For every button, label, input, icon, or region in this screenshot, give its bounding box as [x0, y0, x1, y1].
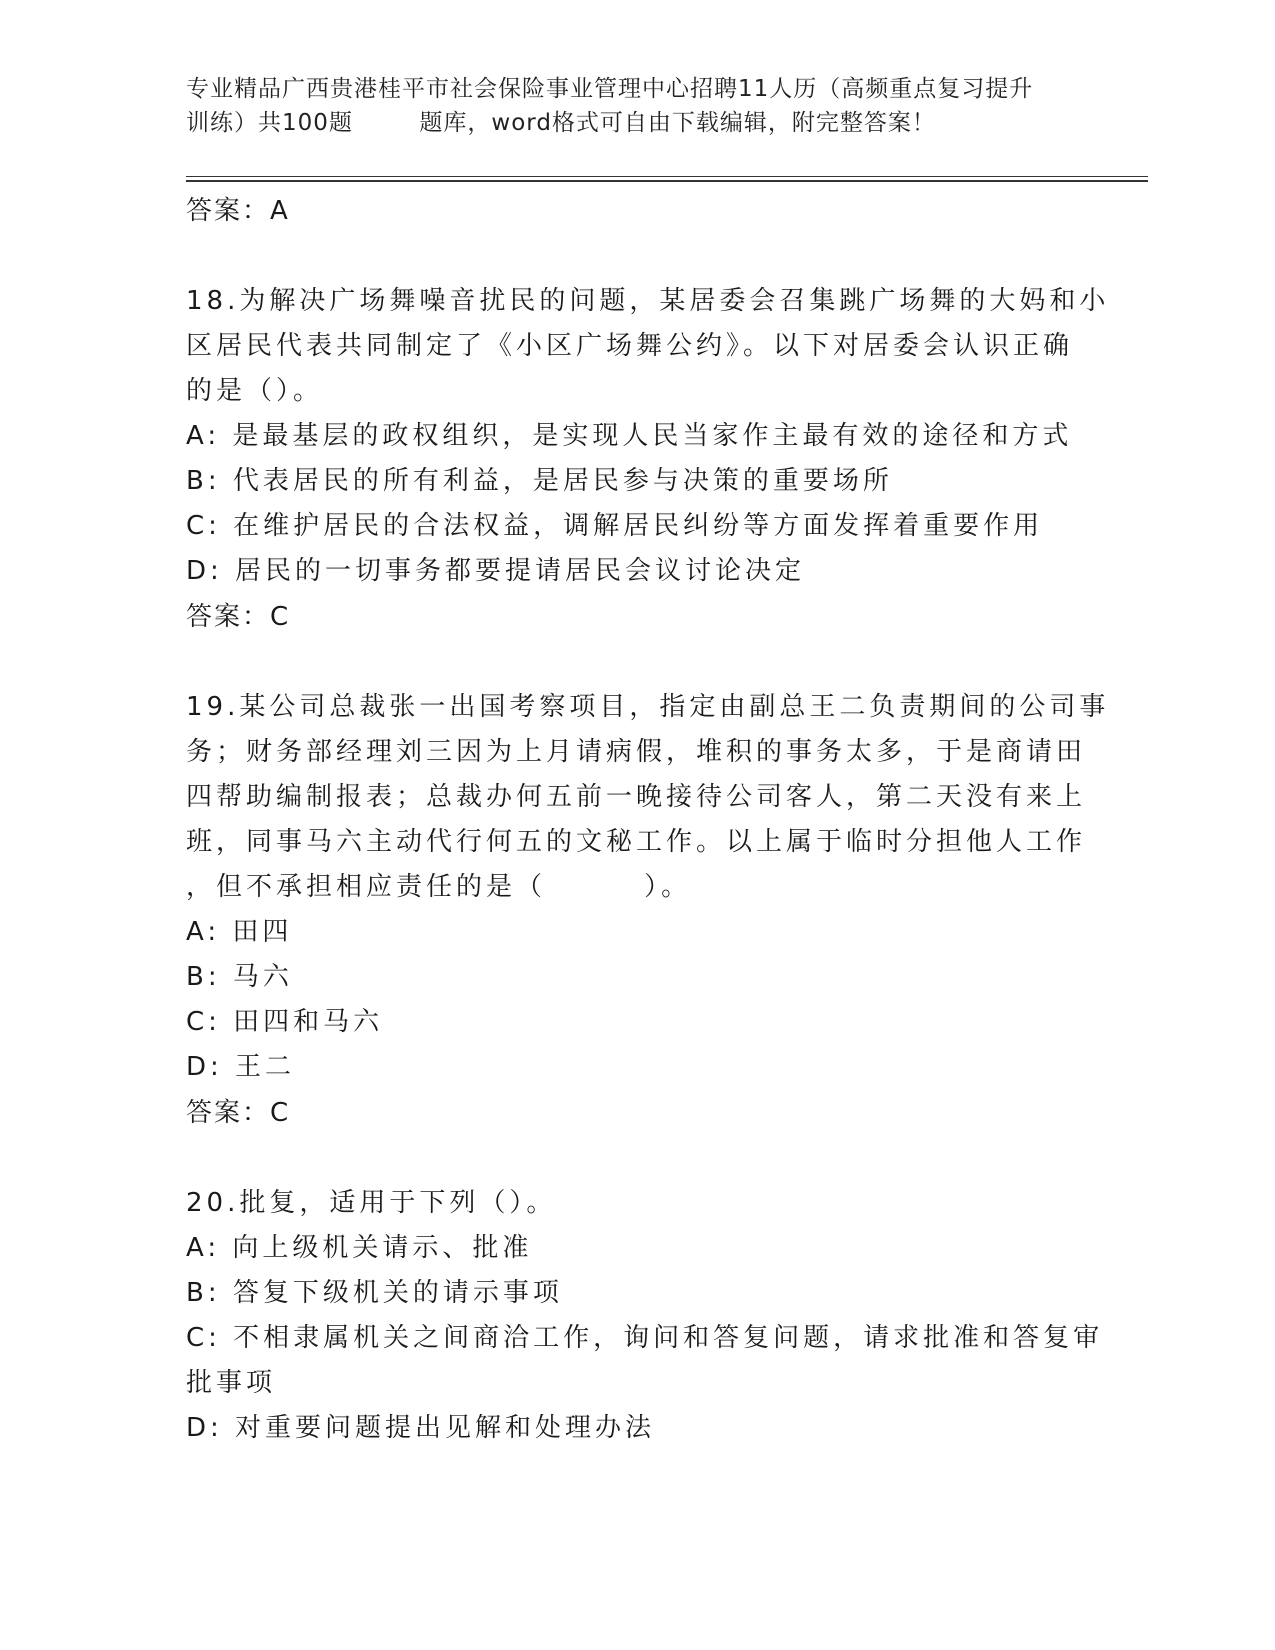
option-c-continued: 批事项 — [186, 1368, 277, 1398]
option-d: D: 居民的一切事务都要提请居民会议讨论决定 — [186, 556, 806, 586]
question-18 — [186, 279, 1110, 640]
option-b: B: 马六 — [186, 962, 293, 992]
question-text-line: 的是（）。 — [186, 376, 324, 406]
answer-previous: 答案：A — [186, 196, 290, 226]
header-line-2: 训练）共100题 题库，word格式可自由下载编辑，附完整答案！ — [186, 110, 936, 136]
header-rule-thick — [186, 180, 1148, 182]
spacer — [186, 1136, 1086, 1181]
option-b: B: 答复下级机关的请示事项 — [186, 1278, 563, 1308]
option-b: B: 代表居民的所有利益，是居民参与决策的重要场所 — [186, 466, 893, 496]
option-a: A: 是最基层的政权组织，是实现人民当家作主最有效的途径和方式 — [186, 421, 1073, 451]
option-a: A: 向上级机关请示、批准 — [186, 1233, 533, 1263]
option-c: C: 田四和马六 — [186, 1007, 384, 1037]
header-rule-thin — [186, 176, 1148, 177]
spacer — [186, 640, 1086, 685]
option-d: D: 对重要问题提出见解和处理办法 — [186, 1413, 656, 1443]
option-c: C: 在维护居民的合法权益，调解居民纠纷等方面发挥着重要作用 — [186, 511, 1044, 541]
answer-19: 答案：C — [186, 1098, 291, 1128]
question-text-line: 19.某公司总裁张一出国考察项目，指定由副总王二负责期间的公司事 — [186, 692, 1110, 722]
option-a: A: 田四 — [186, 917, 293, 947]
question-text-line: 务；财务部经理刘三因为上月请病假，堆积的事务太多，于是商请田 — [186, 737, 1087, 767]
question-text-line: 区居民代表共同制定了《小区广场舞公约》。以下对居委会认识正确 — [186, 331, 1074, 361]
spacer — [186, 234, 1086, 279]
answer-18: 答案：C — [186, 602, 291, 632]
header-line-1: 专业精品广西贵港桂平市社会保险事业管理中心招聘11人历（高频重点复习提升 — [186, 76, 1034, 102]
option-c: C: 不相隶属机关之间商洽工作，询问和答复问题，请求批准和答复审 — [186, 1323, 1104, 1353]
option-d: D: 王二 — [186, 1052, 296, 1082]
question-text-line: ，但不承担相应责任的是（ ）。 — [186, 872, 692, 902]
question-text-line: 18.为解决广场舞噪音扰民的问题，某居委会召集跳广场舞的大妈和小 — [186, 286, 1110, 316]
question-text-line: 班，同事马六主动代行何五的文秘工作。以上属于临时分担他人工作 — [186, 827, 1087, 857]
question-20 — [186, 1181, 1104, 1451]
page-header — [186, 72, 1086, 140]
question-19 — [186, 685, 1110, 1136]
question-text-line: 四帮助编制报表；总裁办何五前一晚接待公司客人，第二天没有来上 — [186, 782, 1087, 812]
document-body — [186, 188, 1110, 1451]
question-text-line: 20.批复，适用于下列（）。 — [186, 1188, 557, 1218]
